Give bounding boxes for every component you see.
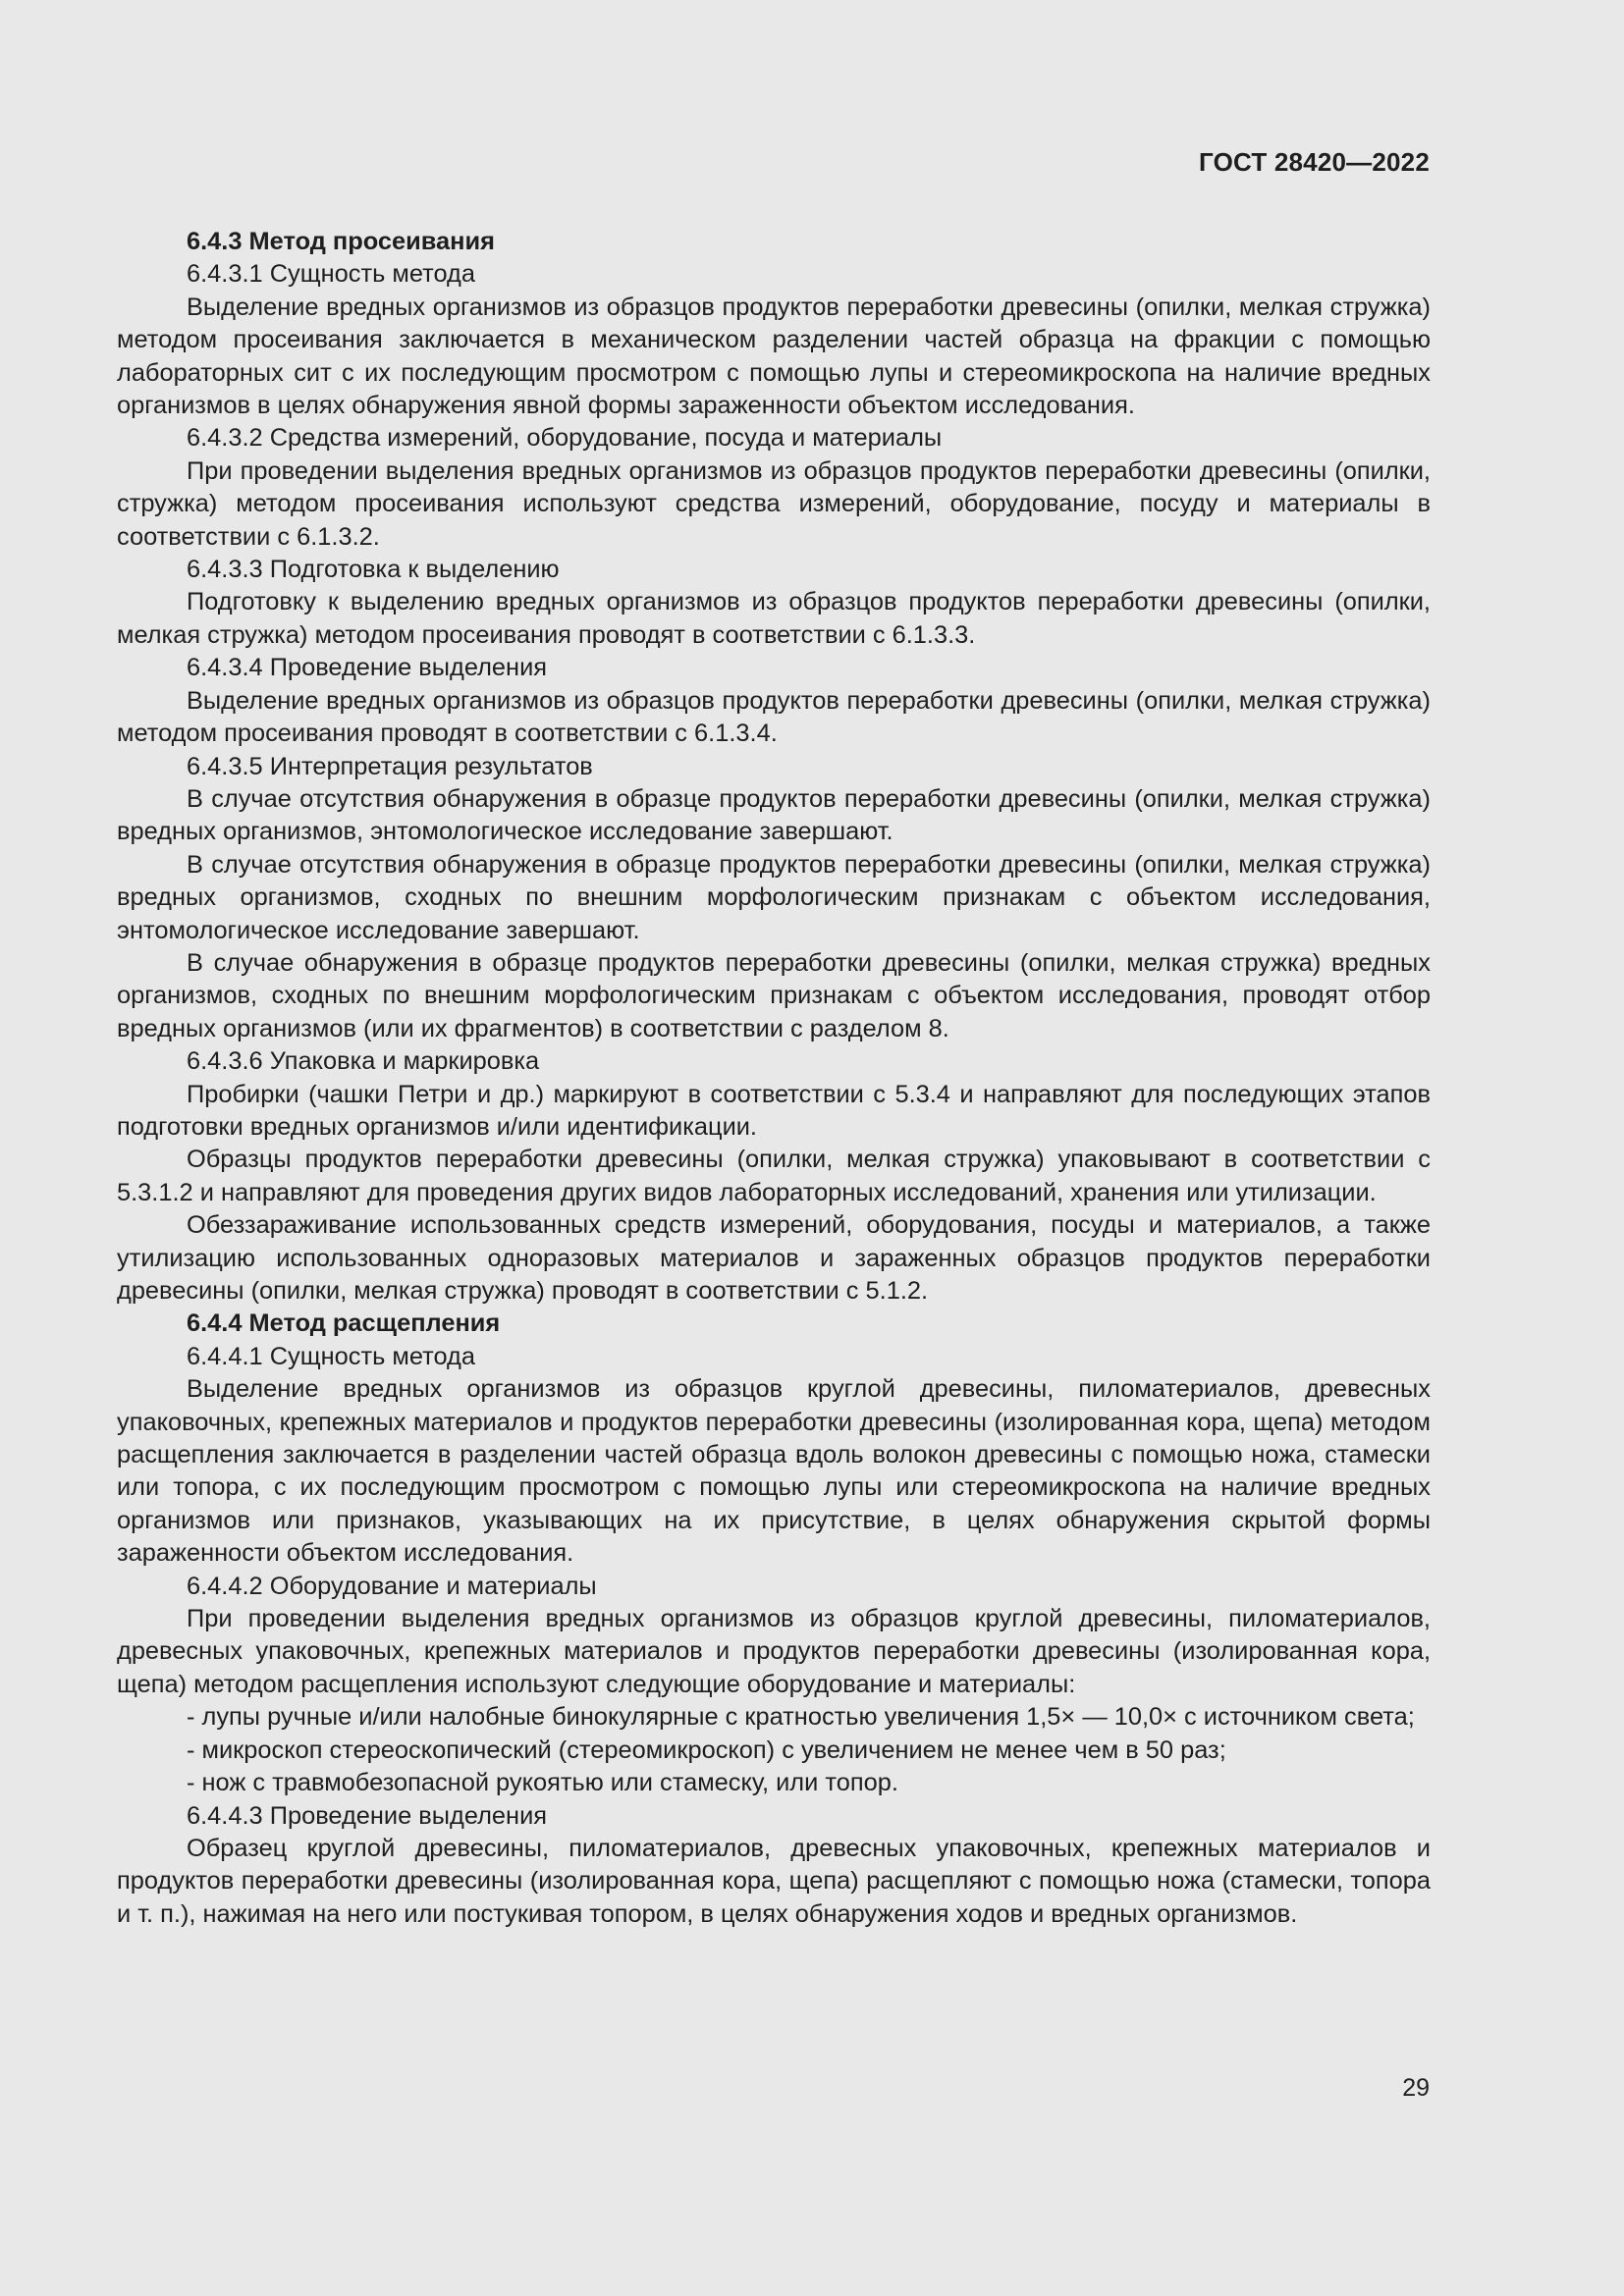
paragraph: Выделение вредных организмов из образцов продуктов переработки древесины (опилки, мелкая стружка) методом просеивания заключается в механическом разделении частей образца на фракции с помощью лабораторных сит с их последующим просмотром с помощью лупы и стереомикроскопа на наличие вредных организмов в целях обнаружения явной формы зараженности объектом исследования. xyxy=(117,293,1431,420)
subsection-title: 6.4.3.2 Средства измерений, оборудование, посуда и материалы xyxy=(187,424,943,453)
list-item: - микроскоп стереоскопический (стереомикроскоп) с увеличением не менее чем в 50 раз; xyxy=(187,1735,1226,1764)
subsection-title: 6.4.3.6 Упаковка и маркировка xyxy=(187,1047,540,1076)
paragraph: Подготовку к выделению вредных организмов из образцов продуктов переработки древесины (опилки, мелкая стружка) методом просеивания проводят в соответствии с 6.1.3.3. xyxy=(117,588,1431,649)
paragraph: Пробирки (чашки Петри и др.) маркируют в соответствии с 5.3.4 и направляют для последующих этапов подготовки вредных организмов и/или идентификации. xyxy=(117,1080,1431,1141)
paragraph: Выделение вредных организмов из образцов продуктов переработки древесины (опилки, мелкая стружка) методом просеивания проводят в соответствии с 6.1.3.4. xyxy=(117,686,1431,748)
list-item: - лупы ручные и/или налобные бинокулярные с кратностью увеличения 1,5× — 10,0× с источником света; xyxy=(187,1703,1415,1732)
paragraph: Обеззараживание использованных средств измерений, оборудования, посуды и материалов, а также утилизацию использованных одноразовых материалов и зараженных образцов продуктов переработки древесины (опилки, мелкая стружка) проводят в соответствии с 5.1.2. xyxy=(117,1211,1431,1305)
page-number: 29 xyxy=(1402,2074,1430,2102)
section-heading: 6.4.3 Метод просеивания xyxy=(187,228,495,255)
subsection-title: 6.4.4.1 Сущность метода xyxy=(187,1342,475,1370)
subsection-title: 6.4.3.1 Сущность метода xyxy=(187,260,475,289)
paragraph: Образец круглой древесины, пиломатериалов, древесных упаковочных, крепежных материалов и продуктов переработки древесины (изолированная кора, щепа) расщепляют с помощью ножа (стамески, топора и т. п.), нажимая на него или постукивая топором, в целях обнаружения ходов и вредных организмов. xyxy=(117,1834,1431,1928)
paragraph: При проведении выделения вредных организмов из образцов продуктов переработки древесины (опилки, стружка) методом просеивания используют средства измерений, оборудование, посуду и материалы в соответствии с 6.1.3.2. xyxy=(117,456,1431,551)
subsection-title: 6.4.3.5 Интерпретация результатов xyxy=(187,752,593,780)
document-body xyxy=(117,226,1431,1931)
subsection-title: 6.4.3.3 Подготовка к выделению xyxy=(187,556,560,584)
paragraph: При проведении выделения вредных организмов из образцов круглой древесины, пиломатериалов, древесных упаковочных, крепежных материалов и продуктов переработки древесины (изолированная кора, щепа) методом расщепления используют следующие оборудование и материалы: xyxy=(117,1605,1431,1698)
paragraph: Образцы продуктов переработки древесины (опилки, мелкая стружка) упаковывают в соответствии с 5.3.1.2 и направляют для проведения других видов лабораторных исследований, хранения или утилизации. xyxy=(117,1146,1431,1206)
subsection-title: 6.4.4.3 Проведение выделения xyxy=(187,1801,547,1830)
subsection-title: 6.4.4.2 Оборудование и материалы xyxy=(187,1572,597,1600)
list-item: - нож с травмобезопасной рукоятью или стамеску, или топор. xyxy=(187,1769,898,1797)
document-code: ГОСТ 28420—2022 xyxy=(1199,147,1430,177)
section-heading: 6.4.4 Метод расщепления xyxy=(187,1309,501,1338)
paragraph: В случае отсутствия обнаружения в образце продуктов переработки древесины (опилки, мелкая стружка) вредных организмов, энтомологическое исследование завершают. xyxy=(117,784,1431,846)
paragraph: В случае обнаружения в образце продуктов переработки древесины (опилки, мелкая стружка) вредных организмов, сходных по внешним морфологическим признакам с объектом исследования, проводят отбор вредных организмов (или их фрагментов) в соответствии с разделом 8. xyxy=(117,948,1431,1042)
subsection-title: 6.4.3.4 Проведение выделения xyxy=(187,654,547,682)
paragraph: В случае отсутствия обнаружения в образце продуктов переработки древесины (опилки, мелкая стружка) вредных организмов, сходных по внешним морфологическим признакам с объектом исследования, энтомологическое исследование завершают. xyxy=(117,850,1431,944)
paragraph: Выделение вредных организмов из образцов круглой древесины, пиломатериалов, древесных упаковочных, крепежных материалов и продуктов переработки древесины (изолированная кора, щепа) методом расщепления заключается в разделении частей образца вдоль волокон древесины с помощью ножа, стамески или топора, с их последующим просмотром с помощью лупы или стереомикроскопа на наличие вредных организмов или признаков, указывающих на их присутствие, в целях обнаружения скрытой формы зараженности объектом исследования. xyxy=(117,1375,1431,1568)
